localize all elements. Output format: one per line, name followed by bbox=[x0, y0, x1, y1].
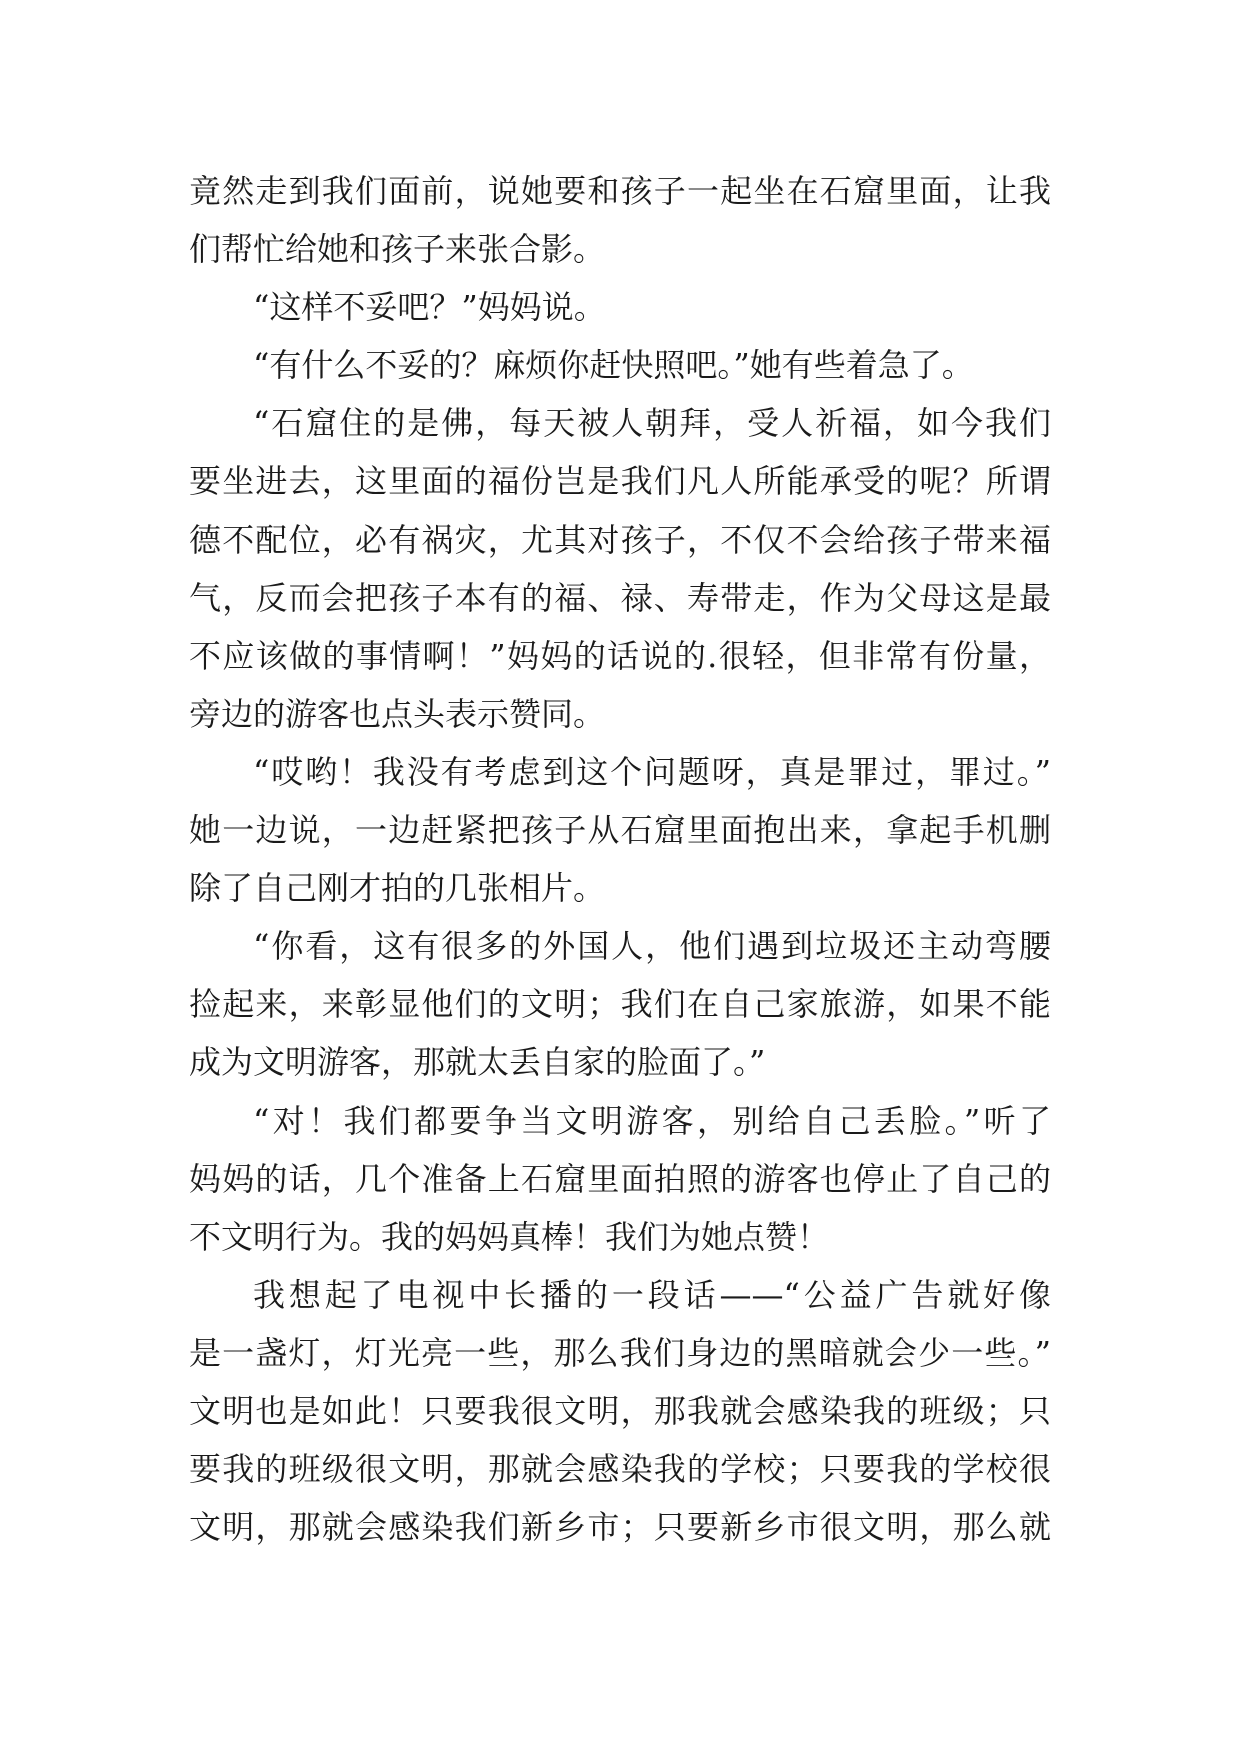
text-line: 成为文明游客，那就太丢自家的脸面了。” bbox=[189, 1043, 766, 1082]
text-line: 捡起来，来彰显他们的文明；我们在自己家旅游，如果不能 bbox=[189, 985, 1051, 1024]
text-line: 要我的班级很文明，那就会感染我的学校；只要我的学校很 bbox=[189, 1450, 1051, 1489]
text-line: 不文明行为。我的妈妈真棒！我们为她点赞！ bbox=[189, 1217, 830, 1256]
text-line: 除了自己刚才拍的几张相片。 bbox=[189, 869, 606, 908]
text-line: “你看，这有很多的外国人，他们遇到垃圾还主动弯腰 bbox=[253, 927, 1051, 966]
text-line: 是一盏灯，灯光亮一些，那么我们身边的黑暗就会少一些。” bbox=[189, 1333, 1051, 1372]
text-line: 要坐进去，这里面的福份岂是我们凡人所能承受的呢？所谓 bbox=[189, 462, 1051, 501]
text-line: 她一边说，一边赶紧把孩子从石窟里面抱出来，拿起手机删 bbox=[189, 811, 1051, 850]
text-line: 我想起了电视中长播的一段话——“公益广告就好像 bbox=[253, 1275, 1051, 1314]
essay-body bbox=[189, 162, 1051, 1556]
text-line: “石窟住的是佛，每天被人朝拜，受人祈福，如今我们 bbox=[253, 404, 1051, 443]
text-line: “这样不妥吧？”妈妈说。 bbox=[253, 288, 606, 327]
text-line: 文明也是如此！只要我很文明，那我就会感染我的班级；只 bbox=[189, 1391, 1051, 1430]
text-line: 们帮忙给她和孩子来张合影。 bbox=[189, 230, 606, 269]
text-line: “哎哟！我没有考虑到这个问题呀，真是罪过，罪过。” bbox=[253, 752, 1051, 791]
text-line: 德不配位，必有祸灾，尤其对孩子，不仅不会给孩子带来福 bbox=[189, 520, 1051, 559]
text-line: 旁边的游客也点头表示赞同。 bbox=[189, 694, 606, 733]
text-line: “对！我们都要争当文明游客，别给自己丢脸。”听了 bbox=[253, 1101, 1051, 1140]
text-line: 文明，那就会感染我们新乡市；只要新乡市很文明，那么就 bbox=[189, 1508, 1051, 1547]
text-line: “有什么不妥的？麻烦你赶快照吧。”她有些着急了。 bbox=[253, 346, 974, 385]
text-line: 妈妈的话，几个准备上石窟里面拍照的游客也停止了自己的 bbox=[189, 1159, 1051, 1198]
text-line: 竟然走到我们面前，说她要和孩子一起坐在石窟里面，让我 bbox=[189, 172, 1051, 210]
text-line: 不应该做的事情啊！”妈妈的话说的.很轻，但非常有份量， bbox=[189, 636, 1051, 675]
text-line: 气，反而会把孩子本有的福、禄、寿带走，作为父母这是最 bbox=[189, 578, 1051, 617]
